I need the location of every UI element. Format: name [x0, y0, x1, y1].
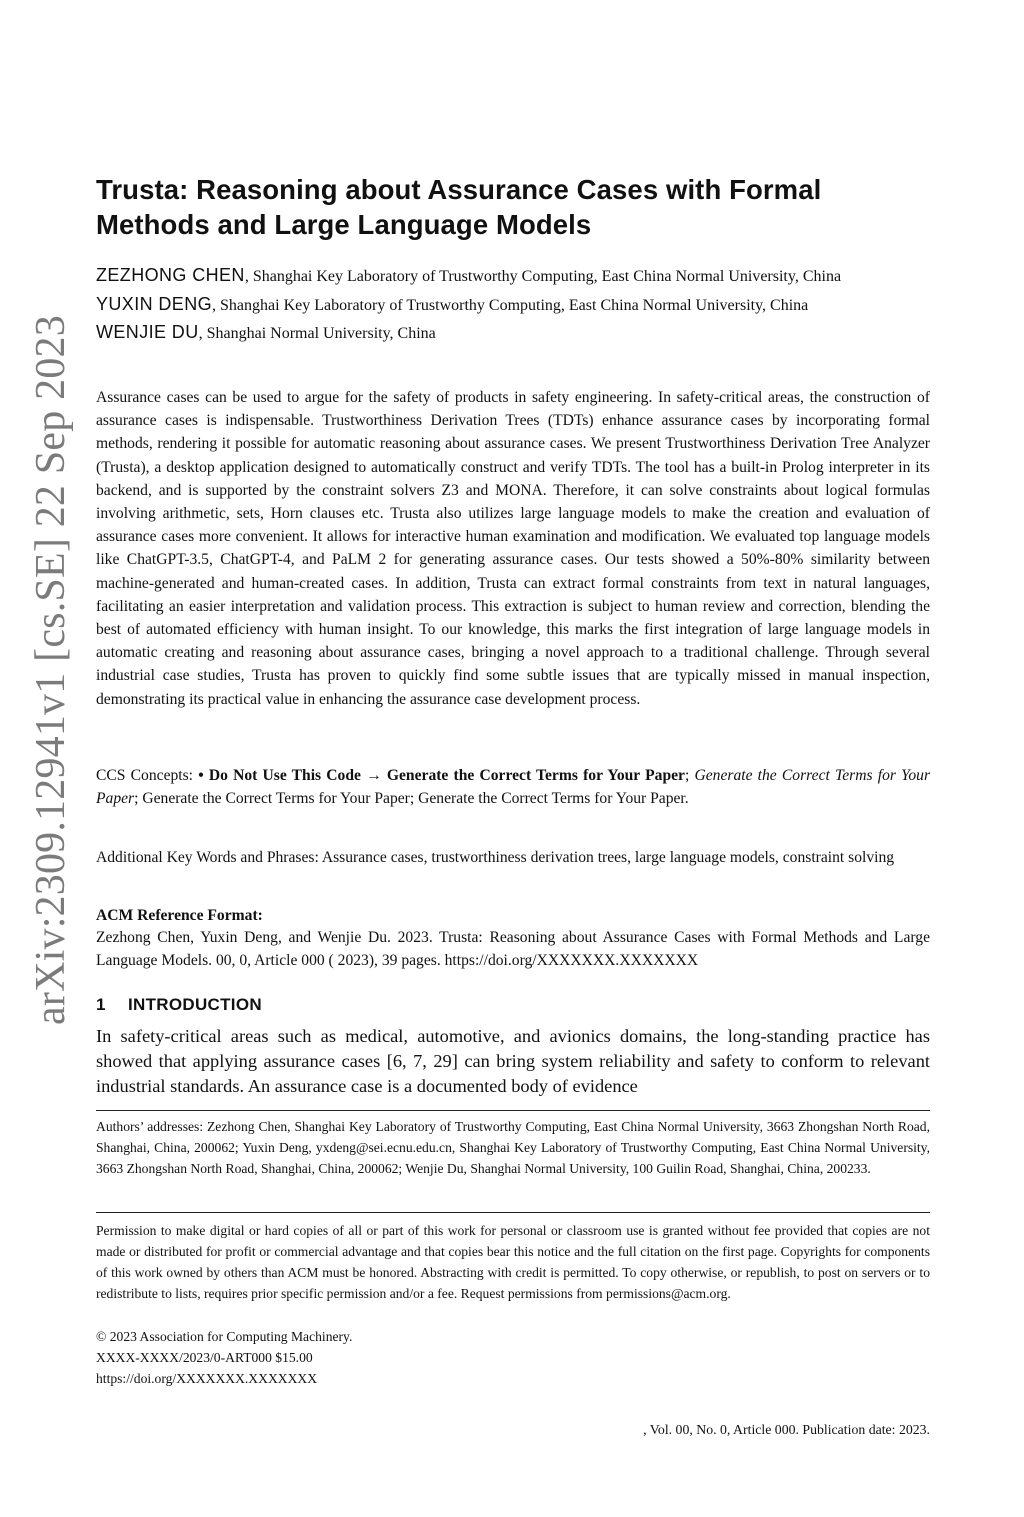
- author-list: [96, 262, 930, 348]
- author-addresses-footnote: Authors’ addresses: Zezhong Chen, Shanghai Key Laboratory of Trustworthy Computing, East China Normal University, 3663 Zhongshan North Road, Shanghai, China, 200062; Yuxin Deng, yxdeng@sei.ecnu.edu.cn, Shanghai Key Laboratory of Trustworthy Computing, East China Normal University, 3663 Zhongshan North Road, Shanghai, China, 200062; Wenjie Du, Shanghai Normal University, 100 Guilin Road, Shanghai, China, 200233.: [96, 1119, 930, 1176]
- footnote-divider: [96, 1110, 930, 1111]
- arxiv-identifier: arXiv:2309.12941v1 [cs.SE] 22 Sep 2023: [28, 315, 74, 1025]
- introduction-paragraph: In safety-critical areas such as medical, automotive, and avionics domains, the long-standing practice has showed that applying assurance cases [6, 7, 29] can bring system reliability and safety to conform to relevant industrial standards. An assurance case is a documented body of evidence: [96, 1026, 930, 1096]
- abstract: Assurance cases can be used to argue for the safety of products in safety engineering. In safety-critical areas, the construction of assurance cases is indispensable. Trustworthiness Derivation Trees (TDTs) enhance assurance cases by incorporating formal methods, rendering it possible for automatic reasoning about assurance cases. We present Trustworthiness Derivation Tree Analyzer (Trusta), a desktop application designed to automatically construct and verify TDTs. The tool has a built-in Prolog interpreter in its backend, and is supported by the constraint solvers Z3 and MONA. Therefore, it can solve constraints about logical formulas involving arithmetic, sets, Horn clauses etc. Trusta also utilizes large language models to make the creation and evaluation of assurance cases more convenient. It allows for interactive human examination and modification. We evaluated top language models like ChatGPT-3.5, ChatGPT-4, and PaLM 2 for generating assurance cases. Our tests showed a 50%-80% similarity between machine-generated and human-created cases. In addition, Trusta can extract formal constraints from text in natural languages, facilitating an easier interpretation and validation process. This extraction is subject to human review and correction, blending the best of automated efficiency with human insight. To our knowledge, this marks the first integration of large language models in automatic creating and reasoning about assurance cases, bringing a novel approach to a traditional challenge. Through several industrial case studies, Trusta has proven to quickly find some subtle issues that are typically missed in manual inspection, demonstrating its practical value in enhancing the assurance case development process.: [96, 389, 930, 708]
- section-number: 1: [96, 995, 106, 1014]
- ccs-secondary-term: Generate the Correct Terms for Your Paper: [96, 767, 931, 807]
- copyright-line: © 2023 Association for Computing Machinery.: [96, 1329, 353, 1344]
- keywords: Additional Key Words and Phrases: Assurance cases, trustworthiness derivation trees, large language models, constraint solving: [96, 849, 895, 866]
- author-name: WENJIE DU: [96, 322, 199, 342]
- acm-reference-text: Zezhong Chen, Yuxin Deng, and Wenjie Du. 2023. Trusta: Reasoning about Assurance Cases with Formal Methods and Large Language Models. 00, 0, Article 000 ( 2023), 39 pages. https://doi.org/XXXXXXX.XXXXXXX: [96, 929, 930, 969]
- permission-divider: [96, 1212, 930, 1213]
- issn-line: XXXX-XXXX/2023/0-ART000 $15.00: [96, 1350, 313, 1365]
- author-name: YUXIN DENG: [96, 293, 213, 314]
- permission-notice: Permission to make digital or hard copies of all or part of this work for personal or classroom use is granted without fee provided that copies are not made or distributed for profit or commercial advantage and that copies bear this notice and the full citation on the first page. Copyrights for components of this work owned by others than ACM must be honored. Abstracting with credit is permitted. To copy otherwise, or republish, to post on servers or to redistribute to lists, requires prior specific permission and/or a fee. Request permissions from permissions@acm.org.: [96, 1223, 930, 1301]
- arxiv-stamp: [23, 300, 79, 1040]
- author-entry: [96, 291, 930, 320]
- copyright-block: [96, 1326, 930, 1389]
- author-entry: [96, 319, 930, 348]
- publication-info: , Vol. 00, No. 0, Article 000. Publication date: 2023.: [643, 1422, 930, 1437]
- author-affiliation: , Shanghai Key Laboratory of Trustworthy Computing, East China Normal University, China: [212, 296, 809, 314]
- author-affiliation: , Shanghai Key Laboratory of Trustworthy Computing, East China Normal University, China: [244, 268, 842, 285]
- ccs-remaining-terms: ; Generate the Correct Terms for Your Paper; Generate the Correct Terms for Your Paper.: [134, 790, 689, 807]
- section-heading: [96, 992, 930, 1018]
- ccs-primary-term: • Do Not Use This Code → Generate the Correct Terms for Your Paper: [198, 767, 685, 784]
- author-name: ZEZHONG CHEN: [96, 265, 245, 285]
- acm-reference-heading: ACM Reference Format:: [96, 907, 263, 924]
- ccs-concepts: [96, 764, 930, 810]
- doi-line: https://doi.org/XXXXXXX.XXXXXXX: [96, 1371, 318, 1386]
- author-affiliation: , Shanghai Normal University, China: [198, 325, 436, 342]
- author-entry: [96, 262, 930, 291]
- section-title: INTRODUCTION: [128, 995, 262, 1014]
- ccs-separator: ;: [684, 767, 695, 784]
- paper-title: Trusta: Reasoning about Assurance Cases with Formal Methods and Large Language Models: [96, 174, 822, 240]
- ccs-label: CCS Concepts:: [96, 767, 199, 784]
